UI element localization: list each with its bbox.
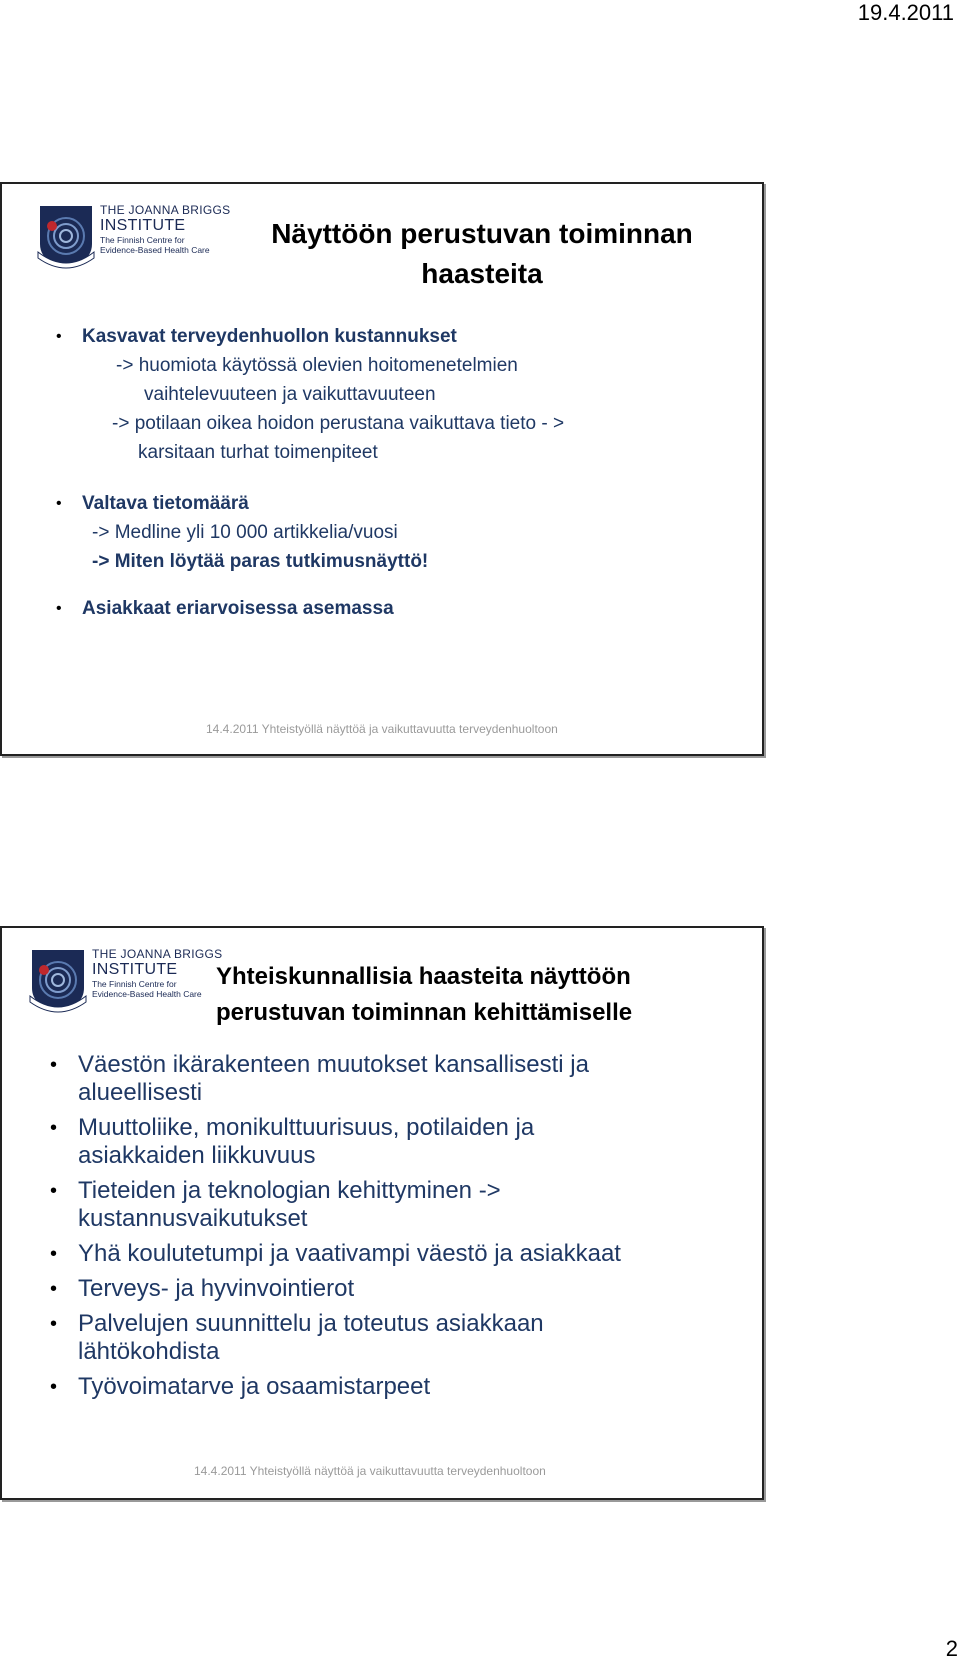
list-item — [52, 594, 742, 623]
slide-2-title — [216, 959, 756, 1031]
slide-1-title: Näyttöön perustuvan toiminnan haasteita — [271, 218, 693, 289]
list-item — [52, 322, 742, 467]
bullet-heading-text: Valtava tietomäärä — [82, 493, 249, 514]
list-item — [46, 1051, 746, 1107]
bullet-text-line: Yhä koulutetumpi ja vaativampi väestö ja asiakkaat — [78, 1240, 621, 1267]
bullet-heading — [52, 322, 742, 351]
bullet-icon: • — [50, 1313, 58, 1335]
bullet-text-line: alueellisesti — [78, 1079, 203, 1106]
bullet-sub-line: -> Miten löytää paras tutkimusnäyttö! — [92, 551, 429, 572]
bullet-sub-line: -> potilaan oikea hoidon perustana vaikuttava tieto - > — [112, 413, 565, 434]
bullet-icon: • — [50, 1180, 58, 1202]
slide-1-bullet-list — [52, 322, 742, 641]
bullet-text-line: asiakkaiden liikkuvuus — [78, 1142, 316, 1169]
list-item — [46, 1275, 746, 1303]
bullet-text-line: Palvelujen suunnittelu ja toteutus asiakkaan — [78, 1310, 544, 1337]
bullet-icon: • — [50, 1278, 58, 1300]
bullet-sub-line: -> Medline yli 10 000 artikkelia/vuosi — [92, 522, 398, 543]
logo-line-2: INSTITUTE — [92, 961, 178, 978]
slide-1-footer: 14.4.2011 Yhteistyöllä näyttöä ja vaikuttavuutta terveydenhuoltoon — [206, 722, 558, 736]
list-item — [52, 489, 742, 576]
logo-line-1: THE JOANNA BRIGGS — [100, 203, 231, 217]
institute-emblem-icon — [36, 204, 96, 270]
logo-line-4: Evidence-Based Health Care — [100, 245, 210, 255]
bullet-heading-text: Asiakkaat eriarvoisessa asemassa — [82, 598, 394, 619]
bullet-heading-text: Kasvavat terveydenhuollon kustannukset — [82, 326, 457, 347]
slide-2-title-line-2: perustuvan toiminnan kehittämiselle — [216, 999, 633, 1026]
list-item — [46, 1177, 746, 1233]
bullet-text-line: lähtökohdista — [78, 1338, 220, 1365]
slide-2-title-line-1: Yhteiskunnallisia haasteita näyttöön — [216, 963, 631, 990]
logo-line-1: THE JOANNA BRIGGS — [92, 947, 223, 961]
bullet-icon: • — [50, 1376, 58, 1398]
bullet-text-line: Muuttoliike, monikulttuurisuus, potilaiden ja — [78, 1114, 535, 1141]
slide-2-footer: 14.4.2011 Yhteistyöllä näyttöä ja vaikuttavuutta terveydenhuoltoon — [194, 1464, 546, 1478]
slide-2 — [0, 926, 764, 1500]
bullet-icon: • — [56, 328, 62, 345]
list-item — [46, 1373, 746, 1401]
list-item — [46, 1114, 746, 1170]
bullet-icon: • — [50, 1243, 58, 1265]
bullet-text-line: Väestön ikärakenteen muutokset kansallisesti ja — [78, 1051, 589, 1078]
joanna-briggs-logo — [28, 948, 222, 1014]
slide-1 — [0, 182, 764, 756]
institute-emblem-icon — [28, 948, 88, 1014]
logo-line-4: Evidence-Based Health Care — [92, 989, 202, 999]
bullet-icon: • — [50, 1117, 58, 1139]
joanna-briggs-logo — [36, 204, 230, 270]
logo-line-2: INSTITUTE — [100, 217, 186, 234]
bullet-text-line: Tieteiden ja teknologian kehittyminen -> — [78, 1177, 501, 1204]
bullet-sub-line: -> huomiota käytössä olevien hoitomenetelmien — [116, 355, 518, 376]
list-item — [46, 1310, 746, 1366]
bullet-icon: • — [56, 495, 62, 512]
bullet-text-line: Terveys- ja hyvinvointierot — [78, 1275, 355, 1302]
slide-2-bullet-list — [46, 1051, 746, 1408]
page-number: 2 — [945, 1636, 958, 1661]
list-item — [46, 1240, 746, 1268]
logo-line-3: The Finnish Centre for — [92, 979, 177, 989]
bullet-icon: • — [56, 600, 62, 617]
bullet-heading — [52, 489, 742, 518]
page-date: 19.4.2011 — [857, 0, 954, 25]
bullet-text-line: kustannusvaikutukset — [78, 1205, 308, 1232]
bullet-heading — [52, 594, 742, 623]
bullet-sub-line: karsitaan turhat toimenpiteet — [138, 442, 378, 463]
bullet-text-line: Työvoimatarve ja osaamistarpeet — [78, 1373, 431, 1400]
bullet-icon: • — [50, 1054, 58, 1076]
bullet-sub-line: vaihtelevuuteen ja vaikuttavuuteen — [144, 384, 436, 405]
logo-line-3: The Finnish Centre for — [100, 235, 185, 245]
